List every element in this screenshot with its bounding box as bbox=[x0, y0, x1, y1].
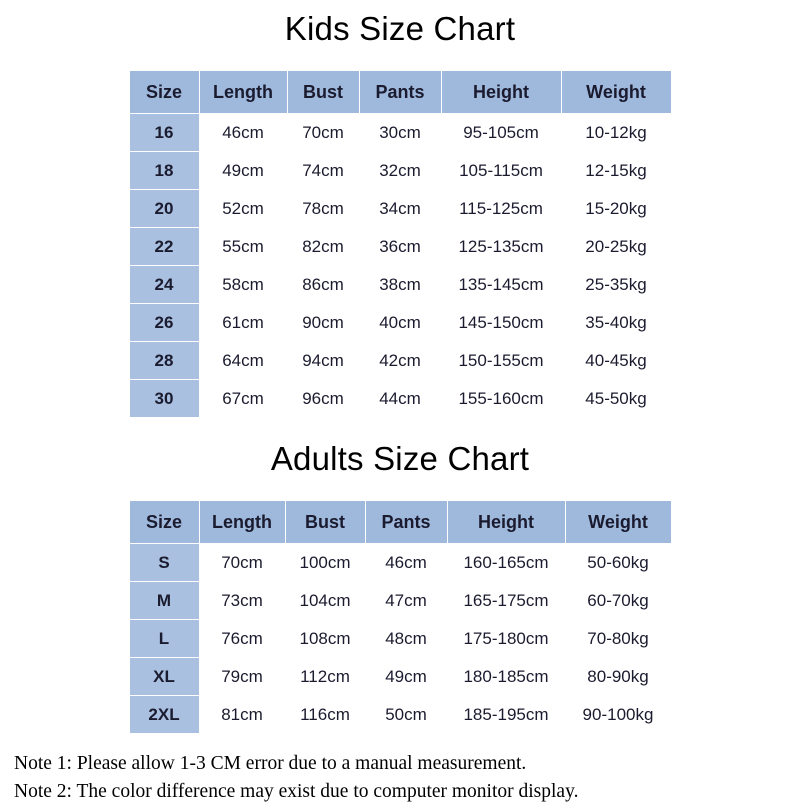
table-row bbox=[129, 266, 671, 304]
cell-size: S bbox=[129, 544, 199, 582]
cell-bust: 78cm bbox=[287, 190, 359, 228]
cell-weight: 60-70kg bbox=[565, 582, 671, 620]
adults-size-table bbox=[129, 500, 672, 734]
adults-table-head bbox=[129, 501, 671, 544]
cell-bust: 74cm bbox=[287, 152, 359, 190]
cell-length: 67cm bbox=[199, 380, 287, 418]
column-header-height: Height bbox=[447, 501, 565, 544]
column-header-bust: Bust bbox=[285, 501, 365, 544]
cell-size: 24 bbox=[129, 266, 199, 304]
cell-height: 105-115cm bbox=[441, 152, 561, 190]
note-color-difference: Note 2: The color difference may exist due to computer monitor display. bbox=[14, 781, 579, 803]
cell-height: 160-165cm bbox=[447, 544, 565, 582]
cell-weight: 15-20kg bbox=[561, 190, 671, 228]
cell-size: 22 bbox=[129, 228, 199, 266]
cell-pants: 40cm bbox=[359, 304, 441, 342]
cell-height: 150-155cm bbox=[441, 342, 561, 380]
cell-length: 76cm bbox=[199, 620, 285, 658]
cell-pants: 50cm bbox=[365, 696, 447, 734]
kids-chart-title: Kids Size Chart bbox=[284, 10, 516, 47]
cell-height: 175-180cm bbox=[447, 620, 565, 658]
kids-table-body bbox=[129, 114, 671, 418]
table-row bbox=[129, 696, 671, 734]
kids-table-wrapper bbox=[0, 70, 800, 418]
cell-bust: 86cm bbox=[287, 266, 359, 304]
cell-weight: 80-90kg bbox=[565, 658, 671, 696]
cell-size: XL bbox=[129, 658, 199, 696]
column-header-bust: Bust bbox=[287, 71, 359, 114]
cell-pants: 30cm bbox=[359, 114, 441, 152]
cell-size: 16 bbox=[129, 114, 199, 152]
column-header-length: Length bbox=[199, 501, 285, 544]
table-row bbox=[129, 114, 671, 152]
cell-pants: 47cm bbox=[365, 582, 447, 620]
cell-length: 49cm bbox=[199, 152, 287, 190]
cell-length: 73cm bbox=[199, 582, 285, 620]
cell-length: 52cm bbox=[199, 190, 287, 228]
cell-pants: 38cm bbox=[359, 266, 441, 304]
cell-bust: 70cm bbox=[287, 114, 359, 152]
cell-size: 28 bbox=[129, 342, 199, 380]
cell-height: 155-160cm bbox=[441, 380, 561, 418]
cell-height: 135-145cm bbox=[441, 266, 561, 304]
table-header-row bbox=[129, 71, 671, 114]
cell-size: 18 bbox=[129, 152, 199, 190]
column-header-weight: Weight bbox=[565, 501, 671, 544]
kids-size-table bbox=[129, 70, 672, 418]
kids-table-head bbox=[129, 71, 671, 114]
cell-weight: 70-80kg bbox=[565, 620, 671, 658]
cell-pants: 48cm bbox=[365, 620, 447, 658]
cell-height: 115-125cm bbox=[441, 190, 561, 228]
cell-pants: 46cm bbox=[365, 544, 447, 582]
cell-height: 125-135cm bbox=[441, 228, 561, 266]
cell-height: 180-185cm bbox=[447, 658, 565, 696]
cell-length: 64cm bbox=[199, 342, 287, 380]
cell-height: 165-175cm bbox=[447, 582, 565, 620]
cell-bust: 104cm bbox=[285, 582, 365, 620]
cell-height: 145-150cm bbox=[441, 304, 561, 342]
cell-length: 79cm bbox=[199, 658, 285, 696]
cell-bust: 112cm bbox=[285, 658, 365, 696]
table-row bbox=[129, 582, 671, 620]
cell-bust: 90cm bbox=[287, 304, 359, 342]
table-row bbox=[129, 544, 671, 582]
cell-size: 20 bbox=[129, 190, 199, 228]
cell-size: 30 bbox=[129, 380, 199, 418]
table-row bbox=[129, 152, 671, 190]
adults-table-body bbox=[129, 544, 671, 734]
cell-length: 81cm bbox=[199, 696, 285, 734]
cell-length: 55cm bbox=[199, 228, 287, 266]
cell-pants: 49cm bbox=[365, 658, 447, 696]
table-row bbox=[129, 380, 671, 418]
table-row bbox=[129, 190, 671, 228]
cell-weight: 90-100kg bbox=[565, 696, 671, 734]
column-header-length: Length bbox=[199, 71, 287, 114]
adults-table-wrapper bbox=[0, 500, 800, 734]
cell-weight: 20-25kg bbox=[561, 228, 671, 266]
cell-bust: 108cm bbox=[285, 620, 365, 658]
column-header-size: Size bbox=[129, 71, 199, 114]
cell-weight: 25-35kg bbox=[561, 266, 671, 304]
cell-length: 61cm bbox=[199, 304, 287, 342]
cell-bust: 116cm bbox=[285, 696, 365, 734]
cell-pants: 44cm bbox=[359, 380, 441, 418]
column-header-pants: Pants bbox=[365, 501, 447, 544]
cell-pants: 32cm bbox=[359, 152, 441, 190]
table-row bbox=[129, 228, 671, 266]
cell-bust: 82cm bbox=[287, 228, 359, 266]
cell-size: 2XL bbox=[129, 696, 199, 734]
cell-bust: 96cm bbox=[287, 380, 359, 418]
cell-height: 95-105cm bbox=[441, 114, 561, 152]
cell-bust: 100cm bbox=[285, 544, 365, 582]
table-row bbox=[129, 620, 671, 658]
size-chart-page bbox=[0, 10, 800, 810]
table-row bbox=[129, 342, 671, 380]
column-header-pants: Pants bbox=[359, 71, 441, 114]
note-measurement-error: Note 1: Please allow 1-3 CM error due to a manual measurement. bbox=[14, 753, 527, 775]
cell-weight: 12-15kg bbox=[561, 152, 671, 190]
cell-bust: 94cm bbox=[287, 342, 359, 380]
cell-length: 58cm bbox=[199, 266, 287, 304]
cell-length: 46cm bbox=[199, 114, 287, 152]
cell-size: L bbox=[129, 620, 199, 658]
column-header-size: Size bbox=[129, 501, 199, 544]
cell-weight: 10-12kg bbox=[561, 114, 671, 152]
cell-size: 26 bbox=[129, 304, 199, 342]
table-row bbox=[129, 304, 671, 342]
cell-length: 70cm bbox=[199, 544, 285, 582]
table-header-row bbox=[129, 501, 671, 544]
cell-height: 185-195cm bbox=[447, 696, 565, 734]
cell-pants: 36cm bbox=[359, 228, 441, 266]
column-header-height: Height bbox=[441, 71, 561, 114]
adults-chart-title: Adults Size Chart bbox=[270, 440, 530, 478]
cell-weight: 45-50kg bbox=[561, 380, 671, 418]
notes-section bbox=[0, 750, 800, 807]
cell-weight: 40-45kg bbox=[561, 342, 671, 380]
cell-weight: 35-40kg bbox=[561, 304, 671, 342]
cell-pants: 34cm bbox=[359, 190, 441, 228]
table-row bbox=[129, 658, 671, 696]
cell-size: M bbox=[129, 582, 199, 620]
cell-pants: 42cm bbox=[359, 342, 441, 380]
cell-weight: 50-60kg bbox=[565, 544, 671, 582]
column-header-weight: Weight bbox=[561, 71, 671, 114]
